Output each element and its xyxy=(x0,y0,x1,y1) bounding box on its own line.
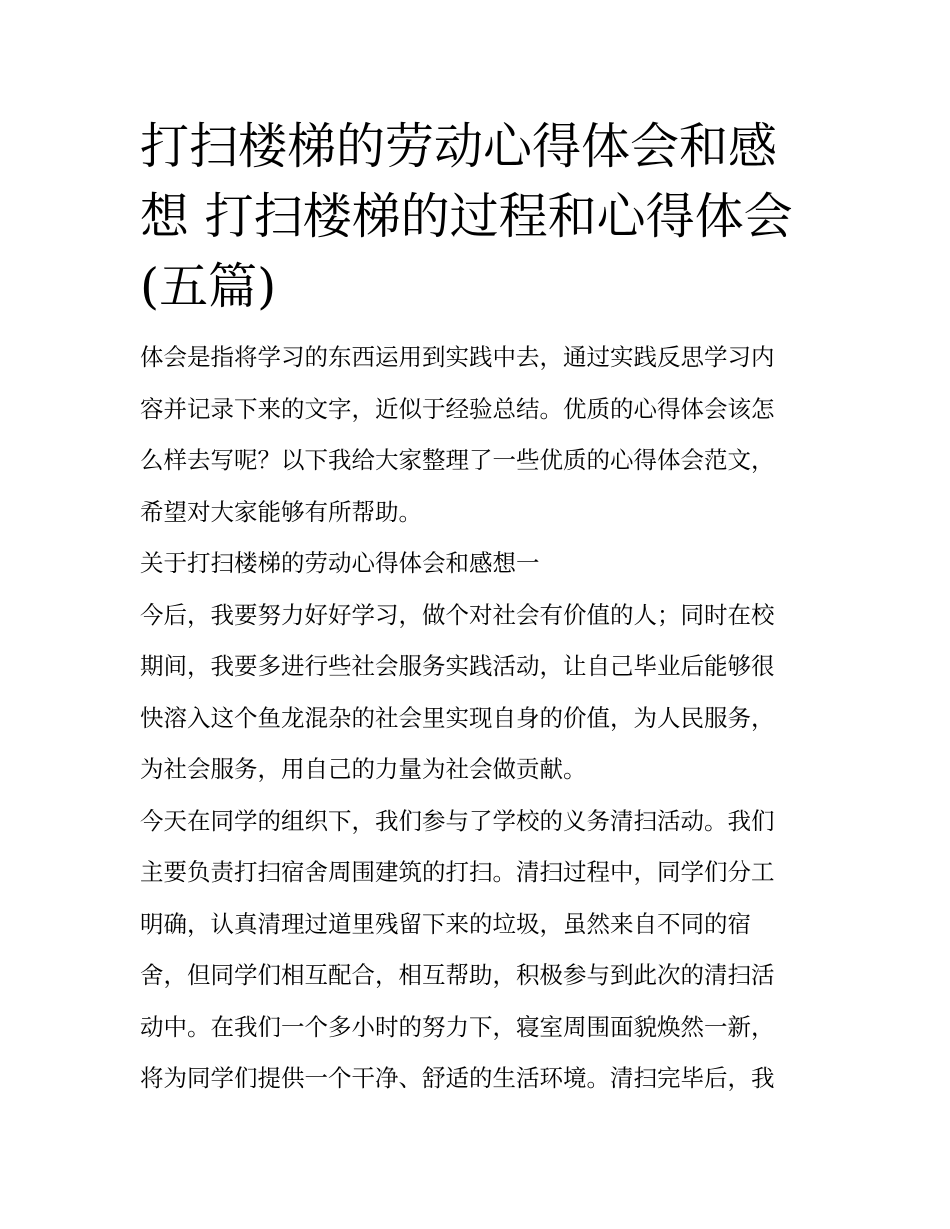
document-body xyxy=(140,332,820,1105)
text-line: 今后，我要努力好好学习，做个对社会有价值的人；同时在校 xyxy=(140,600,775,629)
text-line: 么样去写呢？以下我给大家整理了一些优质的心得体会范文， xyxy=(140,446,775,474)
text-line: 动中。在我们一个多小时的努力下，寝室周围面貌焕然一新， xyxy=(140,1012,775,1041)
document-title xyxy=(140,112,820,322)
title-line: 打扫楼梯的劳动心得体会和感 xyxy=(140,118,778,175)
document-content xyxy=(140,112,820,1105)
body-paragraph xyxy=(140,796,820,1105)
text-line: 体会是指将学习的东西运用到实践中去，通过实践反思学习内 xyxy=(140,343,775,371)
body-paragraph xyxy=(140,590,820,796)
text-line: 明确，认真清理过道里残留下来的垃圾，虽然来自不同的宿 xyxy=(140,909,751,938)
text-line: 为社会服务，用自己的力量为社会做贡献。 xyxy=(140,755,587,783)
text-line: 快溶入这个鱼龙混杂的社会里实现自身的价值，为人民服务， xyxy=(140,703,775,732)
text-line: 期间，我要多进行些社会服务实践活动，让自己毕业后能够很 xyxy=(140,652,775,680)
text-line: 今天在同学的组织下，我们参与了学校的义务清扫活动。我们 xyxy=(140,806,775,835)
title-line: 想 打扫楼梯的过程和心得体会 xyxy=(140,188,793,245)
text-line: 容并记录下来的文字，近似于经验总结。优质的心得体会该怎 xyxy=(140,394,775,423)
text-line: 舍，但同学们相互配合，相互帮助，积极参与到此次的清扫活 xyxy=(140,961,775,989)
section-heading xyxy=(140,538,820,590)
text-line: 主要负责打扫宿舍周围建筑的打扫。清扫过程中，同学们分工 xyxy=(140,858,775,886)
text-line: 希望对大家能够有所帮助。 xyxy=(140,497,422,526)
intro-paragraph xyxy=(140,332,820,538)
title-line: (五篇) xyxy=(140,258,277,315)
text-line: 将为同学们提供一个干净、舒适的生活环境。清扫完毕后，我 xyxy=(140,1064,775,1092)
text-line: 关于打扫楼梯的劳动心得体会和感想一 xyxy=(140,549,540,577)
